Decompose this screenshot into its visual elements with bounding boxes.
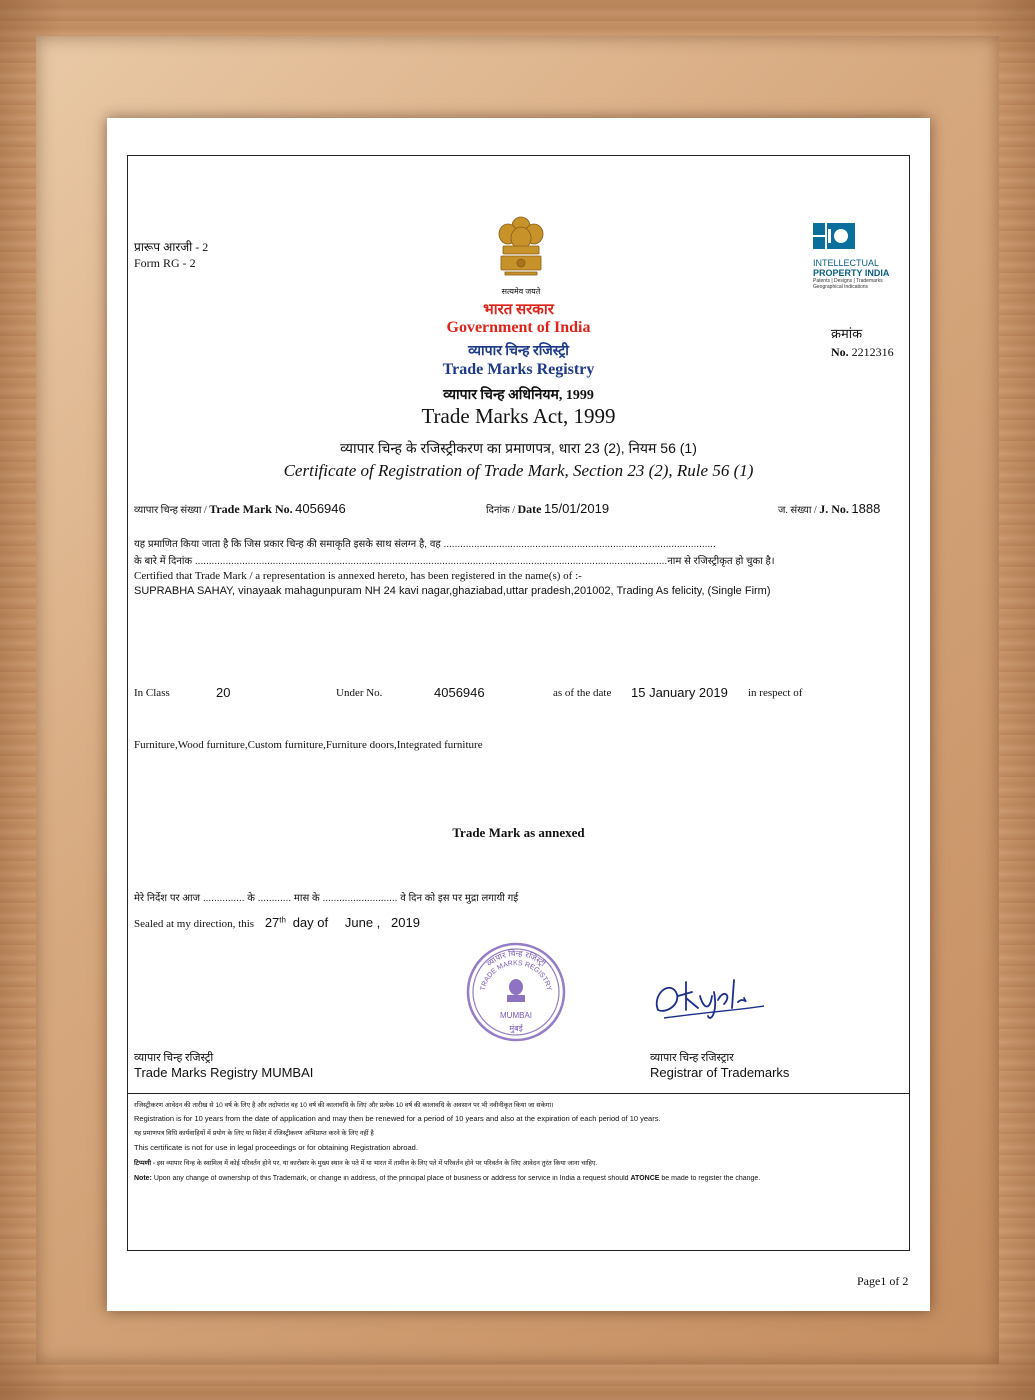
form-number-hindi: प्रारूप आरजी - 2 bbox=[134, 240, 209, 254]
note-english-3-text-a: Upon any change of ownership of this Trademark, or change in address, of the principal place of business or address for service in India a request should bbox=[153, 1175, 629, 1182]
note-hindi-3-label: टिप्पणी - bbox=[134, 1160, 156, 1167]
in-respect-of-label: in respect of bbox=[748, 687, 803, 699]
tm-label-hindi: व्यापार चिन्ह संख्या / bbox=[134, 505, 207, 516]
note-english-3-bold: ATONCE bbox=[630, 1175, 660, 1182]
owner-details: SUPRABHA SAHAY, vinayaak mahagunpuram NH 24 kavi nagar,ghaziabad,uttar pradesh,201002, Trading As felicity, (Single Firm) bbox=[134, 585, 771, 597]
date-label-hindi: दिनांक / bbox=[486, 505, 515, 516]
note-english-2: This certificate is not for use in legal proceedings or for obtaining Registration abroad. bbox=[134, 1143, 418, 1152]
registrar-label: Registrar of Trademarks bbox=[650, 1065, 790, 1080]
sealed-day-of: day of bbox=[292, 915, 329, 930]
note-english-3 bbox=[134, 1175, 904, 1182]
certificate-page bbox=[107, 118, 930, 1311]
ip-logo-line1: INTELLECTUAL bbox=[813, 258, 880, 268]
hindi-certification-line2: के बारे में दिनांक ..........................................................................................................................................................................नाम से रजिस्ट्रीकृत हो चुका है। bbox=[134, 556, 775, 567]
journal-number bbox=[778, 501, 880, 517]
sealed-label: Sealed at my direction, this bbox=[134, 918, 255, 930]
note-hindi-1: रजिस्ट्रीकरण आवेदन की तारीख से 10 वर्ष के लिए है और तदोपरांत वह 10 वर्ष की कालावधि के लिए और प्रत्येक 10 वर्ष की कालावधि के अवसान पर भी नवीनीकृत किया जा सकेगा। bbox=[134, 1102, 554, 1109]
seal-emblem-icon bbox=[507, 979, 525, 1002]
seal-hindi-text: व्यापार चिन्ह रजिस्ट्री bbox=[485, 948, 548, 969]
serial-label-hindi: क्रमांक bbox=[831, 326, 863, 341]
registry-label: Trade Marks Registry MUMBAI bbox=[134, 1065, 314, 1080]
note-english-3-label: Note: bbox=[134, 1175, 152, 1182]
registrar-label-hindi: व्यापार चिन्ह रजिस्ट्रार bbox=[650, 1052, 734, 1064]
registrar-signature bbox=[648, 966, 773, 1026]
footer-divider bbox=[128, 1093, 909, 1094]
ip-india-logo bbox=[813, 223, 889, 290]
registry-seal-stamp bbox=[460, 939, 572, 1045]
as-of-date-value: 15 January 2019 bbox=[631, 685, 728, 700]
under-no-value: 4056946 bbox=[434, 685, 485, 700]
tm-value: 4056946 bbox=[295, 501, 346, 516]
sealed-hindi: मेरे निर्देश पर आज ............... के ............ मास के ........................... वे दिन को इस पर मुद्रा लगायी गई bbox=[134, 893, 519, 904]
ip-logo-line3: Patents | Designs | Trademarks bbox=[813, 278, 883, 284]
form-number: Form RG - 2 bbox=[134, 256, 196, 270]
gov-english: Government of India bbox=[446, 319, 591, 336]
cert-title-english: Certificate of Registration of Trade Mark, Section 23 (2), Rule 56 (1) bbox=[283, 461, 754, 480]
trade-mark-annexed: Trade Mark as annexed bbox=[452, 825, 585, 840]
registry-hindi: व्यापार चिन्ह रजिस्ट्री bbox=[468, 344, 569, 359]
jno-label: J. No. bbox=[819, 502, 849, 516]
ip-india-mark-icon bbox=[813, 223, 857, 251]
page-number: Page1 of 2 bbox=[857, 1274, 909, 1288]
ip-logo-line2: PROPERTY INDIA bbox=[813, 268, 890, 278]
note-english-3-text-b: be made to register the change. bbox=[661, 1175, 761, 1182]
serial-label: No. bbox=[831, 345, 849, 359]
note-hindi-2: यह प्रमाणपत्र विधि कार्यवाहियों में प्रयोग के लिए या विदेश में रजिस्ट्रीकरण अभिप्राप्त करने के लिए नहीं है bbox=[134, 1130, 374, 1137]
jno-value: 1888 bbox=[851, 501, 881, 516]
hindi-certification-line1: यह प्रमाणित किया जाता है कि जिस प्रकार चिन्ह की समाकृति इसके साथ संलग्न है, वह .................................................................................................. bbox=[134, 539, 716, 550]
trade-mark-number bbox=[134, 501, 346, 517]
sealed-statement bbox=[134, 915, 420, 930]
registry-label-hindi: व्यापार चिन्ह रजिस्ट्री bbox=[134, 1052, 214, 1064]
as-of-date-label: as of the date bbox=[553, 687, 612, 699]
serial-value: 2212316 bbox=[851, 345, 894, 359]
certified-statement: Certified that Trade Mark / a representation is annexed hereto, has been registered in the name(s) of :- bbox=[134, 570, 582, 582]
sealed-year: 2019 bbox=[391, 915, 420, 930]
note-hindi-3-text: इस व्यापार चिन्ह के स्वामित्व में कोई परिवर्तन होने पर, या कारोबार के मुख्य स्थान के पते में या भारत में तामील के लिए पते में परिवर्तन होने पर परिवर्तन के लिए आवेदन तुरंत किया जाना चाहिए. bbox=[156, 1160, 598, 1167]
cert-title-hindi: व्यापार चिन्ह के रजिस्ट्रीकरण का प्रमाणपत्र, धारा 23 (2), नियम 56 (1) bbox=[340, 440, 697, 456]
gov-hindi: भारत सरकार bbox=[483, 302, 554, 318]
jno-label-hindi: ज. संख्या / bbox=[778, 505, 817, 516]
seal-ring-text: TRADE MARKS REGISTRY bbox=[479, 959, 553, 992]
goods-description: Furniture,Wood furniture,Custom furniture,Furniture doors,Integrated furniture bbox=[134, 739, 483, 751]
serial-number bbox=[831, 345, 894, 360]
registration-date bbox=[486, 501, 609, 517]
date-label: Date bbox=[517, 502, 542, 516]
act-hindi: व्यापार चिन्ह अधिनियम, 1999 bbox=[443, 388, 594, 403]
date-value: 15/01/2019 bbox=[544, 501, 610, 516]
certificate-border bbox=[127, 155, 910, 1251]
class-value: 20 bbox=[216, 685, 231, 700]
note-english-1: Registration is for 10 years from the date of application and may then be renewed for a period of 10 years and also at the expiration of each period of 10 years. bbox=[134, 1114, 661, 1123]
seal-city-hindi: मुंबई bbox=[509, 1024, 523, 1033]
note-hindi-3 bbox=[134, 1158, 904, 1167]
under-no-label: Under No. bbox=[336, 687, 383, 699]
seal-city: MUMBAI bbox=[500, 1011, 532, 1020]
ip-logo-line4: Geographical Indications bbox=[813, 284, 869, 290]
registry-english: Trade Marks Registry bbox=[442, 361, 595, 378]
act-english: Trade Marks Act, 1999 bbox=[421, 404, 616, 428]
class-label: In Class bbox=[134, 687, 170, 699]
sealed-day-suffix: th bbox=[279, 915, 286, 925]
national-emblem-icon bbox=[493, 212, 549, 292]
emblem-motto: सत्यमेव जयते bbox=[501, 287, 541, 296]
sealed-month: June , bbox=[344, 915, 381, 930]
tm-label: Trade Mark No. bbox=[209, 502, 293, 516]
sealed-day: 27 bbox=[264, 915, 280, 930]
